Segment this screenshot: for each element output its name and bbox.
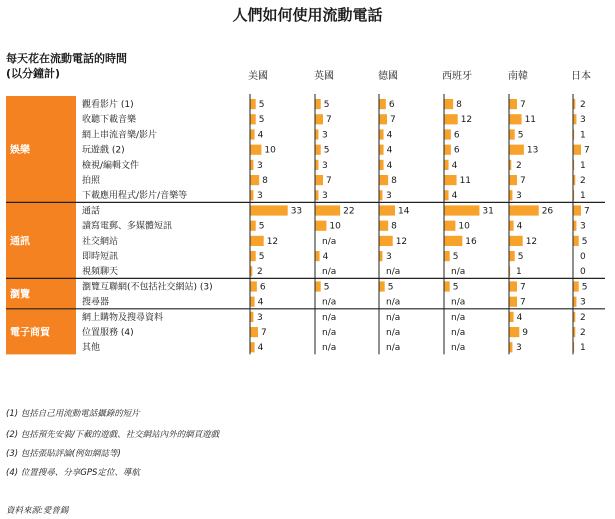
country-header-uk: 英國 <box>314 71 334 82</box>
data-bar <box>315 205 340 215</box>
data-label: 8 <box>391 176 397 186</box>
data-label: 4 <box>451 191 458 202</box>
activity-label: 玩遊戲 (2) <box>82 145 125 156</box>
data-bar <box>444 236 462 246</box>
activity-label: 社交網站 <box>82 236 119 247</box>
data-label: n/a <box>322 328 337 338</box>
activity-label: 其他 <box>82 343 101 354</box>
data-label: 7 <box>584 206 590 217</box>
data-label: 1 <box>580 160 586 171</box>
data-label: 16 <box>465 236 477 247</box>
data-label: 12 <box>266 236 279 247</box>
activity-label: 瀏覽互聯網(不包括社交網站) (3) <box>82 282 213 293</box>
activity-label: 通話 <box>82 206 101 217</box>
data-bar <box>379 145 384 155</box>
data-label: n/a <box>322 297 337 308</box>
activity-label: 下載應用程式/影片/音樂等 <box>82 191 188 202</box>
data-label: 2 <box>580 328 586 338</box>
data-label: 3 <box>516 343 522 354</box>
activity-label: 觀看影片 (1) <box>82 100 134 110</box>
activity-label: 搜尋器 <box>82 297 110 308</box>
data-bar <box>509 312 514 322</box>
data-label: 4 <box>451 160 458 171</box>
data-label: 3 <box>516 191 522 202</box>
data-bar <box>315 114 323 124</box>
data-label: 3 <box>322 160 328 171</box>
data-label: 0 <box>580 252 586 262</box>
activity-label: 拍照 <box>82 176 101 186</box>
data-bar <box>444 205 479 215</box>
data-label: 3 <box>322 130 328 141</box>
data-bar <box>379 129 384 139</box>
data-label: 4 <box>516 312 523 323</box>
subtitle-line-2: (以分鐘計) <box>6 67 61 80</box>
data-bar <box>573 297 576 307</box>
data-bar <box>250 175 259 185</box>
data-bar <box>444 145 451 155</box>
data-label: n/a <box>386 343 401 354</box>
data-label: 5 <box>258 252 265 262</box>
data-label: 3 <box>386 191 392 202</box>
data-label: 5 <box>323 282 330 293</box>
data-label: 11 <box>459 176 472 186</box>
data-bar <box>444 281 450 291</box>
data-bar <box>509 342 512 352</box>
data-label: 7 <box>584 145 590 156</box>
source-note: 資料來源:愛普鍚 <box>6 506 69 516</box>
data-bar <box>250 99 256 109</box>
activity-label: 網上串流音樂/影片 <box>82 130 158 141</box>
data-bar <box>379 281 385 291</box>
data-label: 5 <box>323 145 330 156</box>
data-label: 33 <box>290 206 303 217</box>
data-label: 6 <box>259 282 266 293</box>
data-label: 0 <box>580 267 586 278</box>
data-label: n/a <box>451 297 466 308</box>
data-label: 31 <box>482 206 494 217</box>
data-label: 14 <box>398 206 410 217</box>
data-label: 3 <box>257 191 263 202</box>
data-bar <box>573 281 579 291</box>
data-bar <box>509 175 517 185</box>
data-label: 7 <box>326 115 332 126</box>
data-bar <box>315 221 326 231</box>
activity-label: 網上購物及搜尋資料 <box>82 312 164 323</box>
data-bar <box>379 236 393 246</box>
data-bar <box>250 190 253 200</box>
data-label: 4 <box>257 297 264 308</box>
data-label: 1 <box>580 191 586 202</box>
data-label: 5 <box>517 130 524 141</box>
data-label: n/a <box>322 312 337 323</box>
data-bar <box>509 327 519 337</box>
data-label: 7 <box>261 328 267 338</box>
data-label: 5 <box>387 282 394 293</box>
footnote-3: (3) 包括張貼評論(例如網誌等) <box>6 449 121 459</box>
activity-label: 檢視/編輯文件 <box>82 160 140 171</box>
data-bar <box>315 145 321 155</box>
data-bar <box>509 145 524 155</box>
data-label: n/a <box>386 328 401 338</box>
data-bar <box>379 114 387 124</box>
country-header-usa: 美國 <box>248 71 268 82</box>
data-bar <box>509 251 515 261</box>
data-label: 5 <box>581 282 588 293</box>
data-label: 12 <box>395 236 408 247</box>
data-label: n/a <box>386 297 401 308</box>
data-label: 8 <box>456 100 462 110</box>
data-label: 5 <box>258 221 265 232</box>
data-label: 7 <box>390 115 396 126</box>
data-label: 3 <box>322 191 328 202</box>
activity-label: 視頻聊天 <box>82 267 119 278</box>
data-label: 10 <box>329 221 341 232</box>
subtitle-line-1: 每天花在流動電話的時間 <box>6 52 127 65</box>
activity-label: 即時短訊 <box>82 252 119 262</box>
data-label: n/a <box>451 328 466 338</box>
data-label: 3 <box>580 221 586 232</box>
data-label: 1 <box>580 130 586 141</box>
data-bar <box>444 114 458 124</box>
data-label: 3 <box>580 297 586 308</box>
data-label: n/a <box>451 343 466 354</box>
data-bar <box>315 160 318 170</box>
page-title: 人們如何使用流動電話 <box>232 6 383 24</box>
data-label: 8 <box>391 221 397 232</box>
data-bar <box>509 297 517 307</box>
data-label: 3 <box>580 115 586 126</box>
data-bar <box>250 281 257 291</box>
data-bar <box>379 175 388 185</box>
data-bar <box>250 327 258 337</box>
data-label: 2 <box>580 312 586 323</box>
footnote-2: (2) 包括預先安裝/下載的遊戲、社交網站內外的網頁遊戲 <box>6 430 220 440</box>
data-bar <box>444 190 449 200</box>
data-label: 5 <box>452 252 459 262</box>
data-bar <box>250 129 255 139</box>
data-label: 5 <box>581 236 588 247</box>
data-label: n/a <box>386 267 401 278</box>
category-label: 瀏覽 <box>10 289 30 301</box>
data-label: 1 <box>516 267 522 278</box>
data-label: n/a <box>451 267 466 278</box>
data-label: 4 <box>386 130 393 141</box>
category-label: 通訊 <box>10 236 30 248</box>
data-label: n/a <box>386 312 401 323</box>
country-header-spain: 西班牙 <box>442 71 472 82</box>
data-bar <box>509 205 539 215</box>
data-bar <box>250 114 256 124</box>
data-bar <box>315 175 323 185</box>
data-label: 11 <box>524 115 537 126</box>
data-bar <box>250 297 255 307</box>
activity-label: 讀寫電郵、多媒體短訊 <box>82 221 173 232</box>
data-bar <box>379 205 395 215</box>
data-bar <box>573 221 576 231</box>
data-bar <box>250 160 253 170</box>
category-label: 電子商貿 <box>10 327 50 339</box>
data-bar <box>250 236 264 246</box>
data-label: n/a <box>322 343 337 354</box>
data-bar <box>509 221 514 231</box>
data-label: 2 <box>580 176 586 186</box>
data-label: 5 <box>323 100 330 110</box>
data-label: 8 <box>262 176 268 186</box>
data-bar <box>379 251 382 261</box>
data-bar <box>573 205 581 215</box>
data-label: 4 <box>257 130 264 141</box>
data-label: 7 <box>326 176 332 186</box>
data-bar <box>509 99 517 109</box>
data-label: 3 <box>257 160 263 171</box>
data-bar <box>250 312 253 322</box>
data-label: 6 <box>453 145 460 156</box>
country-header-japan: 日本 <box>571 71 591 82</box>
data-bar <box>379 99 386 109</box>
data-label: 5 <box>452 282 459 293</box>
data-bar <box>509 190 512 200</box>
footnote-4: (4) 位置搜尋、分享GPS定位、導航 <box>6 468 140 478</box>
data-bar <box>509 114 522 124</box>
activity-label: 收聽下載音樂 <box>82 115 137 126</box>
data-bar <box>315 190 318 200</box>
data-bar <box>379 160 384 170</box>
data-bar <box>444 99 453 109</box>
category-label: 娛樂 <box>10 145 30 157</box>
data-label: n/a <box>322 267 337 278</box>
data-bar <box>250 145 261 155</box>
country-header-germany: 德國 <box>378 71 398 82</box>
data-label: 9 <box>522 328 529 338</box>
country-header-korea: 南韓 <box>508 71 528 82</box>
data-bar <box>444 221 455 231</box>
footnote-1: (1) 包括自己用流動電話攝錄的短片 <box>6 409 140 419</box>
data-bar <box>509 129 515 139</box>
data-label: 4 <box>322 252 329 262</box>
data-bar <box>379 221 388 231</box>
data-label: 10 <box>264 145 276 156</box>
data-bar <box>379 190 382 200</box>
data-label: 4 <box>386 160 393 171</box>
data-bar <box>250 205 288 215</box>
activity-label: 位置服務 (4) <box>82 328 134 338</box>
data-bar <box>250 221 256 231</box>
data-label: 2 <box>257 267 263 278</box>
data-bar <box>509 236 523 246</box>
data-label: 7 <box>520 100 526 110</box>
data-label: 22 <box>343 206 355 217</box>
data-bar <box>444 129 451 139</box>
data-label: n/a <box>451 312 466 323</box>
data-label: 5 <box>517 252 524 262</box>
data-bar <box>250 342 255 352</box>
data-bar <box>315 99 321 109</box>
data-bar <box>315 129 318 139</box>
data-bar <box>444 251 450 261</box>
data-bar <box>509 281 517 291</box>
data-label: 12 <box>525 236 538 247</box>
data-label: 5 <box>258 100 265 110</box>
data-label: 26 <box>541 206 554 217</box>
data-label: 7 <box>520 282 526 293</box>
data-label: 10 <box>458 221 470 232</box>
data-label: 2 <box>580 100 586 110</box>
data-label: n/a <box>322 236 337 247</box>
data-label: 2 <box>516 160 522 171</box>
data-label: 5 <box>258 115 265 126</box>
data-label: 12 <box>460 115 473 126</box>
data-bar <box>444 175 457 185</box>
data-label: 1 <box>580 343 586 354</box>
data-bar <box>573 236 579 246</box>
data-label: 4 <box>516 221 523 232</box>
data-bar <box>444 160 449 170</box>
data-bar <box>250 251 256 261</box>
data-label: 3 <box>257 312 263 323</box>
data-label: 13 <box>526 145 539 156</box>
data-label: 6 <box>453 130 460 141</box>
data-label: 7 <box>520 176 526 186</box>
data-label: 4 <box>386 145 393 156</box>
data-label: 6 <box>388 100 395 110</box>
data-bar <box>573 114 576 124</box>
data-label: 4 <box>257 343 264 354</box>
data-bar <box>315 251 320 261</box>
data-label: 7 <box>520 297 526 308</box>
data-bar <box>573 145 581 155</box>
data-label: 3 <box>386 252 392 262</box>
data-bar <box>315 281 321 291</box>
